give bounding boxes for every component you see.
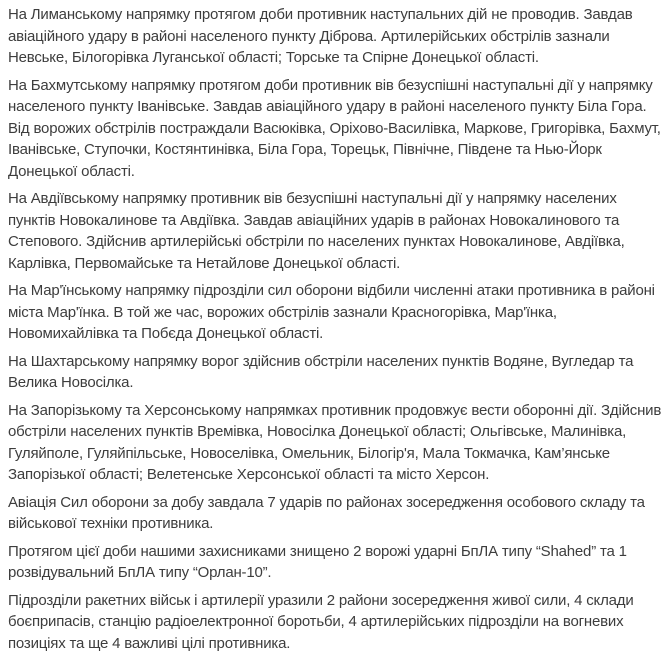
- report-paragraph-aviation: Авіація Сил оборони за добу завдала 7 ударів по районах зосередження особового складу та військової техніки противника.: [8, 492, 662, 535]
- report-paragraph-avdiivka: На Авдіївському напрямку противник вів безуспішні наступальні дії у напрямку населених пунктів Новокалинове та Авдіївка. Завдав авіаційних ударів в районах Новокалинового та Степового. Здійснив артилерійські обстріли по населених пунктах Новокалинове, Авдіївка, Карлівка, Первомайське та Нетайлове Донецької області.: [8, 188, 662, 274]
- report-paragraph-shakhtarsk: На Шахтарському напрямку ворог здійснив обстріли населених пунктів Водяне, Вугледар та Велика Новосілка.: [8, 351, 662, 394]
- report-paragraph-zaporizhzhia-kherson: На Запорізькому та Херсонському напрямках противник продовжує вести оборонні дії. Здійснив обстріли населених пунктів Времівка, Новосілка Донецької області; Ольгівське, Малинівка, Гуляйполе, Гуляйпільське, Новоселівка, Омельник, Білогір'я, Мала Токмачка, Кам’янське Запорізької області; Велетенське Херсонської області та місто Херсон.: [8, 400, 662, 486]
- report-paragraph-lyman: На Лиманському напрямку протягом доби противник наступальних дій не проводив. Завдав авіаційного удару в районі населеного пункту Діброва. Артилерійських обстрілів зазнали Невське, Білогорівка Луганської області; Торське та Спірне Донецької області.: [8, 4, 662, 69]
- report-paragraph-marinka: На Мар'їнському напрямку підрозділи сил оборони відбили численні атаки противника в районі міста Мар'їнка. В той же час, ворожих обстрілів зазнали Красногорівка, Мар'їнка, Новомихайлівка та Побєда Донецької області.: [8, 280, 662, 345]
- report-paragraph-uav-destroyed: Протягом цієї доби нашими захисниками знищено 2 ворожі ударні БпЛА типу “Shahed” та 1 розвідувальний БпЛА типу “Орлан-10”.: [8, 541, 662, 584]
- report-paragraph-missile-artillery: Підрозділи ракетних військ і артилерії уразили 2 райони зосередження живої сили, 4 склади боєприпасів, станцію радіоелектронної боротьби, 4 артилерійських підрозділи на вогневих позиціях та ще 4 важливі цілі противника.: [8, 590, 662, 654]
- report-paragraph-bakhmut: На Бахмутському напрямку протягом доби противник вів безуспішні наступальні дії у напрямку населеного пункту Іванівське. Завдав авіаційного удару в районі населеного пункту Біла Гора. Від ворожих обстрілів постраждали Васюківка, Оріхово-Василівка, Маркове, Григорівка, Бахмут, Іванівське, Ступочки, Костянтинівка, Біла Гора, Торецьк, Північне, Південе та Нью-Йорк Донецької області.: [8, 75, 662, 183]
